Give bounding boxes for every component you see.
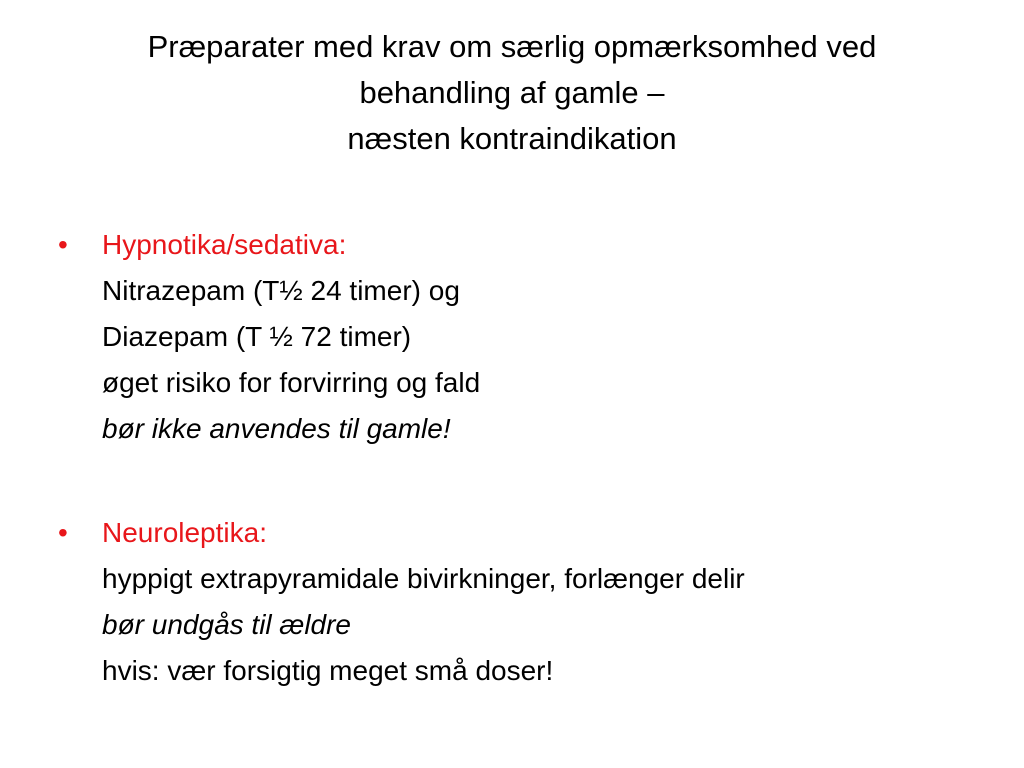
title-line-1: Præparater med krav om særlig opmærksomhed ved <box>147 29 877 64</box>
text-line-diazepam: Diazepam (T ½ 72 timer) <box>102 321 412 352</box>
text-line-warning-neuroleptika: bør undgås til ældre <box>102 609 352 640</box>
bullet-item-neuroleptika <box>58 510 998 556</box>
bullet-icon: • <box>58 517 68 548</box>
section-hypnotika <box>58 222 998 452</box>
text-line-dosing: hvis: vær forsigtig meget små doser! <box>102 655 554 686</box>
section-neuroleptika <box>58 510 998 694</box>
bullet-icon: • <box>58 229 68 260</box>
text-line-side-effects: hyppigt extrapyramidale bivirkninger, forlænger delir <box>102 563 745 594</box>
title-line-3: næsten kontraindikation <box>347 121 677 156</box>
text-line-warning-hypnotika: bør ikke anvendes til gamle! <box>102 413 451 444</box>
slide-title <box>40 24 984 162</box>
text-line-nitrazepam: Nitrazepam (T½ 24 timer) og <box>102 275 460 306</box>
text-line-risk: øget risiko for forvirring og fald <box>102 367 481 398</box>
section-heading-hypnotika: Hypnotika/sedativa: <box>102 229 347 260</box>
section-heading-neuroleptika: Neuroleptika: <box>102 517 267 548</box>
title-line-2: behandling af gamle – <box>359 75 665 110</box>
bullet-item-hypnotika <box>58 222 998 268</box>
